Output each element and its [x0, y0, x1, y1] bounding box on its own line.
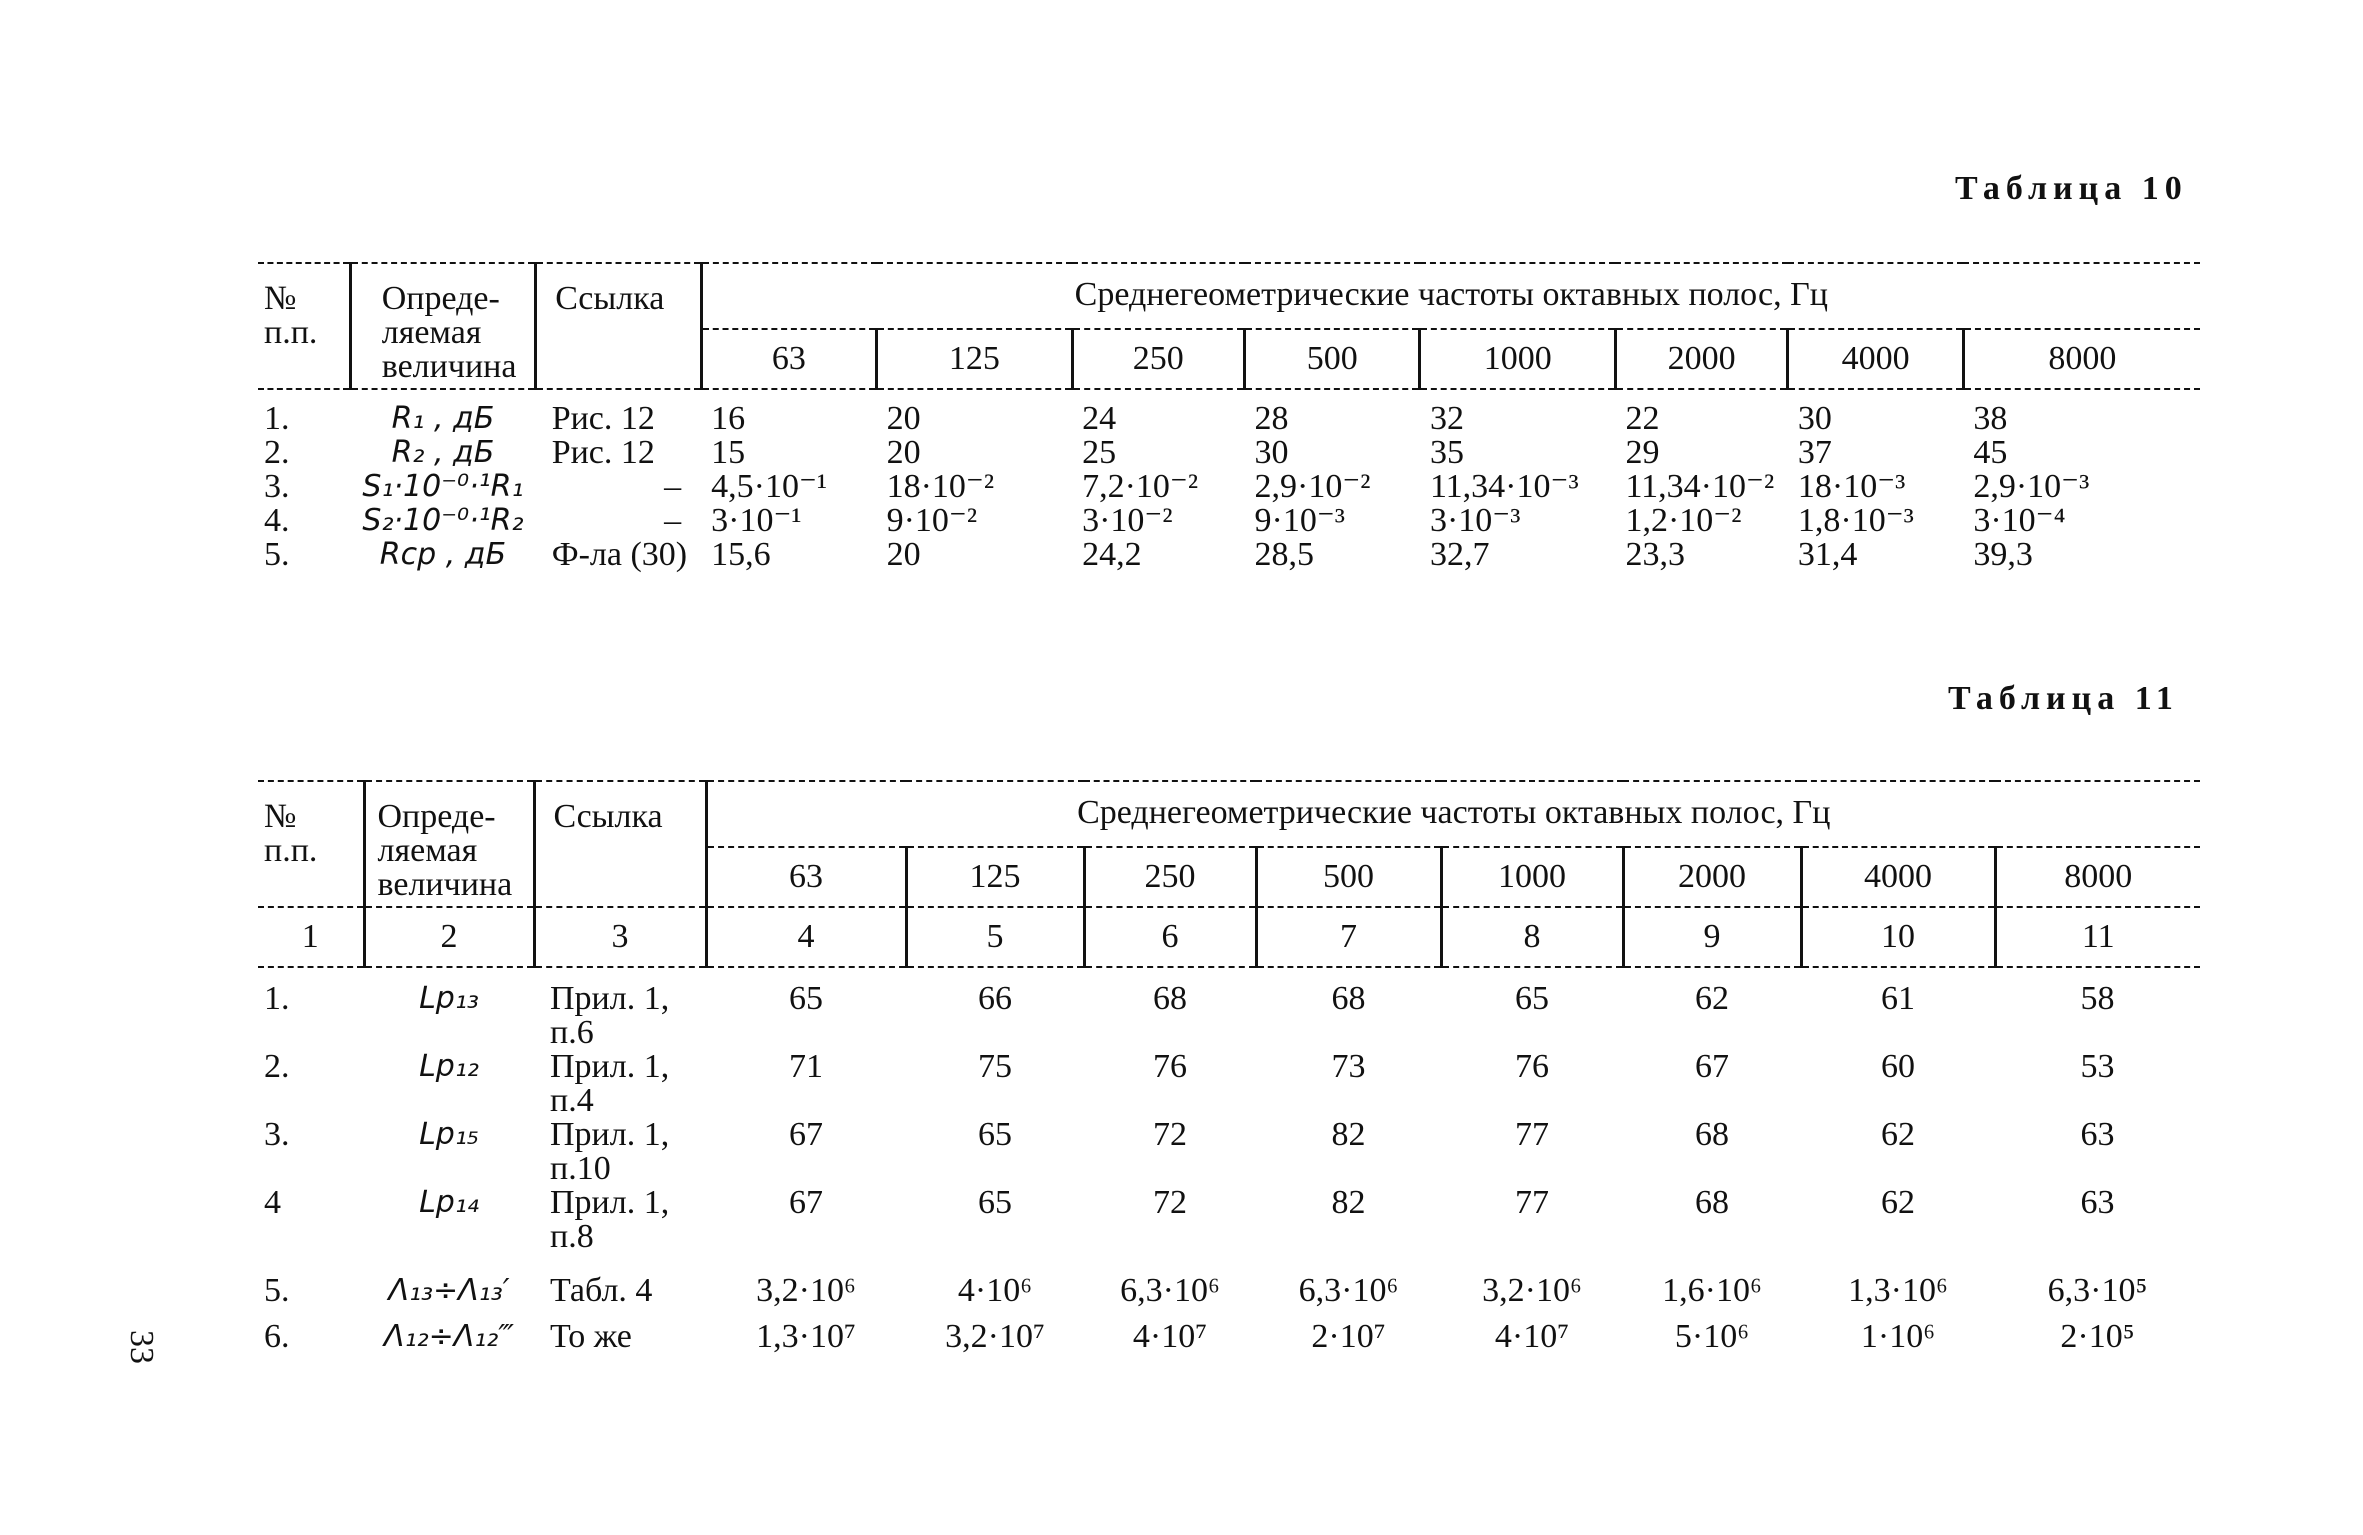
row-quantity: Lp₁₃: [419, 981, 479, 1016]
row-number: 5.: [264, 1272, 290, 1309]
table11-col-number-6: 6: [1084, 907, 1256, 967]
table11-freq-2000: 2000: [1623, 847, 1801, 907]
t11-hdr-group: Среднегеометрические частоты октавных полос, Гц: [706, 781, 2200, 847]
cell-value: 62: [1695, 980, 1729, 1017]
t11-hdr-quantity: Опреде- ляемая величина: [364, 781, 534, 907]
cell-value: 76: [1515, 1048, 1549, 1085]
cell-value: 2·10⁵: [2060, 1318, 2135, 1355]
cell-value: 20: [886, 400, 921, 437]
table10-freq-1000: 1000: [1420, 329, 1616, 389]
row-number: 5.: [264, 536, 290, 573]
table11-col-number-3: 3: [534, 907, 706, 967]
table11-freq-250: 250: [1084, 847, 1256, 907]
cell-value: 11,34·10⁻²: [1625, 468, 1775, 505]
table11-col-number-10: 10: [1801, 907, 1995, 967]
table11-caption: Таблица 11: [1948, 680, 2179, 717]
table-row: [258, 1050, 2200, 1118]
table10: [258, 262, 2200, 572]
cell-value: 30: [1797, 400, 1832, 437]
row-quantity: Lp₁₂: [419, 1049, 479, 1084]
cell-value: 82: [1331, 1184, 1366, 1221]
table-row: [258, 1254, 2200, 1320]
row-number: 4.: [264, 502, 290, 539]
table11-col-number-8: 8: [1441, 907, 1623, 967]
cell-value: 32,7: [1429, 536, 1490, 573]
cell-value: 39,3: [1973, 536, 2033, 573]
table11-freq-4000: 4000: [1801, 847, 1995, 907]
row-reference: То же: [550, 1318, 632, 1355]
row-quantity: Lp₁₅: [419, 1117, 479, 1152]
row-reference: Ф-ла (30): [551, 536, 688, 573]
cell-value: 53: [2080, 1048, 2115, 1085]
cell-value: 68: [1695, 1116, 1729, 1153]
table10-freq-2000: 2000: [1615, 329, 1787, 389]
cell-value: 72: [1153, 1184, 1187, 1221]
row-reference: Прил. 1, п.10: [550, 1116, 670, 1187]
table11-col-number-1: 1: [258, 907, 364, 967]
table10-freq-250: 250: [1072, 329, 1244, 389]
cell-value: 5·10⁶: [1674, 1318, 1750, 1355]
cell-value: 31,4: [1797, 536, 1858, 573]
cell-value: 67: [1695, 1048, 1729, 1085]
row-number: 3.: [264, 468, 290, 505]
cell-value: 32: [1429, 400, 1464, 437]
row-quantity: S₁·10⁻⁰·¹R₁: [362, 469, 524, 504]
cell-value: 4,5·10⁻¹: [711, 468, 828, 505]
table11-col-number-7: 7: [1256, 907, 1441, 967]
row-reference: Прил. 1, п.4: [550, 1048, 670, 1119]
row-reference: Прил. 1, п.6: [550, 980, 670, 1051]
cell-value: 24: [1082, 400, 1117, 437]
cell-value: 3·10⁻⁴: [1973, 502, 2066, 539]
cell-value: 35: [1429, 434, 1464, 471]
cell-value: 38: [1973, 400, 2008, 437]
table11-freq-8000: 8000: [1995, 847, 2200, 907]
cell-value: 65: [1515, 980, 1549, 1017]
cell-value: 67: [789, 1184, 823, 1221]
row-quantity: R₂ , дБ: [391, 435, 495, 470]
table-row: [258, 1186, 2200, 1254]
cell-value: 6,3·10⁶: [1120, 1272, 1220, 1309]
cell-value: 22: [1625, 400, 1660, 437]
cell-value: 1,3·10⁷: [756, 1318, 856, 1355]
cell-value: 60: [1881, 1048, 1915, 1085]
cell-value: 11,34·10⁻³: [1429, 468, 1579, 505]
table11-col-number-4: 4: [706, 907, 906, 967]
row-number: 6.: [264, 1318, 290, 1355]
table-row: [258, 504, 2200, 538]
t10-hdr-num: № п.п.: [258, 263, 350, 389]
row-reference: Рис. 12: [551, 434, 655, 471]
page-number: 33: [123, 1330, 160, 1364]
cell-value: 1,6·10⁶: [1662, 1272, 1762, 1309]
row-number: 4: [264, 1184, 281, 1221]
row-number: 2.: [264, 434, 290, 471]
cell-value: 1,2·10⁻²: [1625, 502, 1742, 539]
row-number: 1.: [264, 980, 290, 1017]
cell-value: 62: [1881, 1184, 1915, 1221]
cell-value: 4·10⁷: [1132, 1318, 1208, 1355]
cell-value: 72: [1153, 1116, 1187, 1153]
table-row: [258, 982, 2200, 1050]
cell-value: 63: [2080, 1184, 2115, 1221]
cell-value: 77: [1515, 1116, 1549, 1153]
cell-value: 71: [789, 1048, 823, 1085]
cell-value: 37: [1797, 434, 1832, 471]
row-quantity: R₁ , дБ: [391, 401, 495, 436]
row-reference: –: [664, 502, 682, 539]
cell-value: 6,3·10⁶: [1298, 1272, 1399, 1309]
cell-value: 67: [789, 1116, 823, 1153]
t10-hdr-ref: Ссылка: [536, 263, 701, 389]
cell-value: 7,2·10⁻²: [1082, 468, 1199, 505]
table-row: [258, 1320, 2200, 1386]
table11-col-number-2: 2: [364, 907, 534, 967]
cell-value: 3,2·10⁶: [1482, 1272, 1582, 1309]
row-reference: Табл. 4: [550, 1272, 653, 1309]
cell-value: 2·10⁷: [1311, 1318, 1386, 1355]
cell-value: 2,9·10⁻²: [1254, 468, 1371, 505]
cell-value: 73: [1331, 1048, 1366, 1085]
cell-value: 82: [1331, 1116, 1366, 1153]
table11-col-number-11: 11: [1995, 907, 2200, 967]
cell-value: 20: [886, 536, 921, 573]
cell-value: 29: [1625, 434, 1660, 471]
cell-value: 18·10⁻³: [1797, 468, 1906, 505]
t10-hdr-group: Среднегеометрические частоты октавных полос, Гц: [701, 263, 2200, 329]
cell-value: 45: [1973, 434, 2008, 471]
cell-value: 18·10⁻²: [886, 468, 995, 505]
cell-value: 63: [2080, 1116, 2115, 1153]
table11-col-number-9: 9: [1623, 907, 1801, 967]
cell-value: 6,3·10⁵: [2047, 1272, 2148, 1309]
table11-freq-500: 500: [1256, 847, 1441, 907]
cell-value: 75: [978, 1048, 1012, 1085]
row-reference: Рис. 12: [551, 400, 655, 437]
table-row: [258, 402, 2200, 436]
cell-value: 76: [1153, 1048, 1187, 1085]
table11-col-number-5: 5: [906, 907, 1084, 967]
cell-value: 4·10⁶: [957, 1272, 1033, 1309]
cell-value: 65: [978, 1184, 1012, 1221]
table10-freq-125: 125: [877, 329, 1073, 389]
row-quantity: Lp₁₄: [419, 1185, 479, 1220]
table-row: [258, 538, 2200, 572]
row-reference: –: [664, 468, 682, 505]
cell-value: 15: [711, 434, 746, 471]
cell-value: 68: [1153, 980, 1187, 1017]
cell-value: 3,2·10⁶: [756, 1272, 856, 1309]
table11: [258, 780, 2200, 1386]
cell-value: 3,2·10⁷: [945, 1318, 1045, 1355]
row-quantity: Λ₁₃÷Λ₁₃′: [388, 1273, 510, 1308]
table-row: [258, 436, 2200, 470]
cell-value: 65: [978, 1116, 1012, 1153]
cell-value: 30: [1254, 434, 1289, 471]
cell-value: 20: [886, 434, 921, 471]
row-reference: Прил. 1, п.8: [550, 1184, 670, 1255]
table10-freq-63: 63: [701, 329, 876, 389]
cell-value: 3·10⁻¹: [711, 502, 802, 539]
t11-hdr-num: № п.п.: [258, 781, 364, 907]
cell-value: 77: [1515, 1184, 1549, 1221]
cell-value: 1,3·10⁶: [1848, 1272, 1948, 1309]
cell-value: 68: [1695, 1184, 1729, 1221]
row-quantity: S₂·10⁻⁰·¹R₂: [362, 503, 524, 538]
row-quantity: Rср , дБ: [379, 537, 507, 572]
t11-hdr-ref: Ссылка: [534, 781, 706, 907]
table10-freq-4000: 4000: [1788, 329, 1963, 389]
table-row: [258, 1118, 2200, 1186]
cell-value: 66: [978, 980, 1012, 1017]
cell-value: 24,2: [1082, 536, 1142, 573]
table-row: [258, 470, 2200, 504]
cell-value: 4·10⁷: [1494, 1318, 1570, 1355]
cell-value: 28,5: [1254, 536, 1314, 573]
cell-value: 1,8·10⁻³: [1797, 502, 1914, 539]
cell-value: 62: [1881, 1116, 1915, 1153]
cell-value: 15,6: [711, 536, 771, 573]
cell-value: 3·10⁻²: [1082, 502, 1173, 539]
table11-freq-1000: 1000: [1441, 847, 1623, 907]
cell-value: 25: [1082, 434, 1117, 471]
row-quantity: Λ₁₂÷Λ₁₂‴: [384, 1319, 514, 1354]
cell-value: 2,9·10⁻³: [1973, 468, 2090, 505]
cell-value: 28: [1254, 400, 1289, 437]
row-number: 3.: [264, 1116, 290, 1153]
cell-value: 16: [711, 400, 746, 437]
row-number: 1.: [264, 400, 290, 437]
cell-value: 58: [2080, 980, 2115, 1017]
table10-caption: Таблица 10: [1955, 170, 2188, 207]
table10-freq-8000: 8000: [1963, 329, 2200, 389]
cell-value: 9·10⁻³: [1254, 502, 1345, 539]
cell-value: 23,3: [1625, 536, 1685, 573]
table11-freq-63: 63: [706, 847, 906, 907]
cell-value: 65: [789, 980, 823, 1017]
table10-freq-500: 500: [1245, 329, 1420, 389]
cell-value: 61: [1881, 980, 1915, 1017]
table11-freq-125: 125: [906, 847, 1084, 907]
t10-hdr-quantity: Опреде- ляемая величина: [350, 263, 535, 389]
cell-value: 68: [1331, 980, 1366, 1017]
cell-value: 1·10⁶: [1860, 1318, 1936, 1355]
cell-value: 9·10⁻²: [886, 502, 978, 539]
cell-value: 3·10⁻³: [1429, 502, 1521, 539]
row-number: 2.: [264, 1048, 290, 1085]
